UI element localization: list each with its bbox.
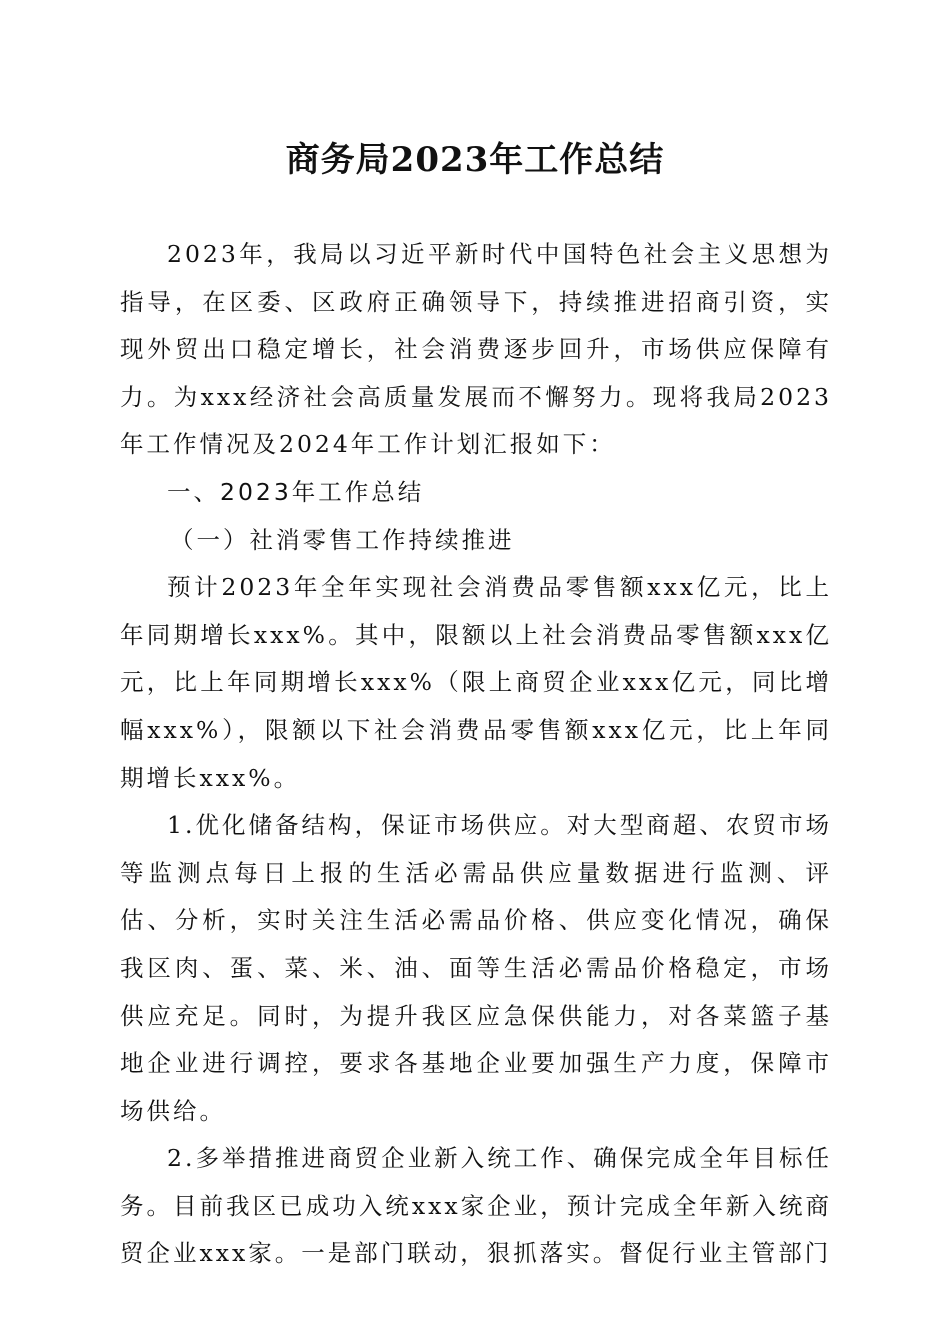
subsection-heading: （一）社消零售工作持续推进 — [170, 525, 515, 554]
document-body — [120, 231, 832, 1278]
document-title: 商务局2023年工作总结 — [285, 140, 665, 180]
retail-paragraph: 预计2023年全年实现社会消费品零售额xxx亿元，比上年同期增长xxx%。其中，限额以上社会消费品零售额xxx亿元，比上年同期增长xxx%（限上商贸企业xxx亿元，同比增幅xxx%），限额以下社会消费品零售额xxx亿元，比上年同期增长xxx%。 — [120, 573, 832, 792]
intro-paragraph: 2023年，我局以习近平新时代中国特色社会主义思想为指导，在区委、区政府正确领导下，持续推进招商引资，实现外贸出口稳定增长，社会消费逐步回升，市场供应保障有力。为xxx经济社会高质量发展而不懈努力。现将我局2023年工作情况及2024年工作计划汇报如下： — [120, 240, 832, 459]
section-heading: 一、2023年工作总结 — [167, 477, 425, 506]
item-2-paragraph: 2.多举措推进商贸企业新入统工作、确保完成全年目标任务。目前我区已成功入统xxx家企业，预计完成全年新入统商贸企业xxx家。一是部门联动，狠抓落实。督促行业主管部门 — [120, 1144, 832, 1268]
item-1-paragraph: 1.优化储备结构，保证市场供应。对大型商超、农贸市场等监测点每日上报的生活必需品供应量数据进行监测、评估、分析，实时关注生活必需品价格、供应变化情况，确保我区肉、蛋、菜、米、油、面等生活必需品价格稳定，市场供应充足。同时，为提升我区应急保供能力，对各菜篮子基地企业进行调控，要求各基地企业要加强生产力度，保障市场供给。 — [120, 811, 832, 1125]
